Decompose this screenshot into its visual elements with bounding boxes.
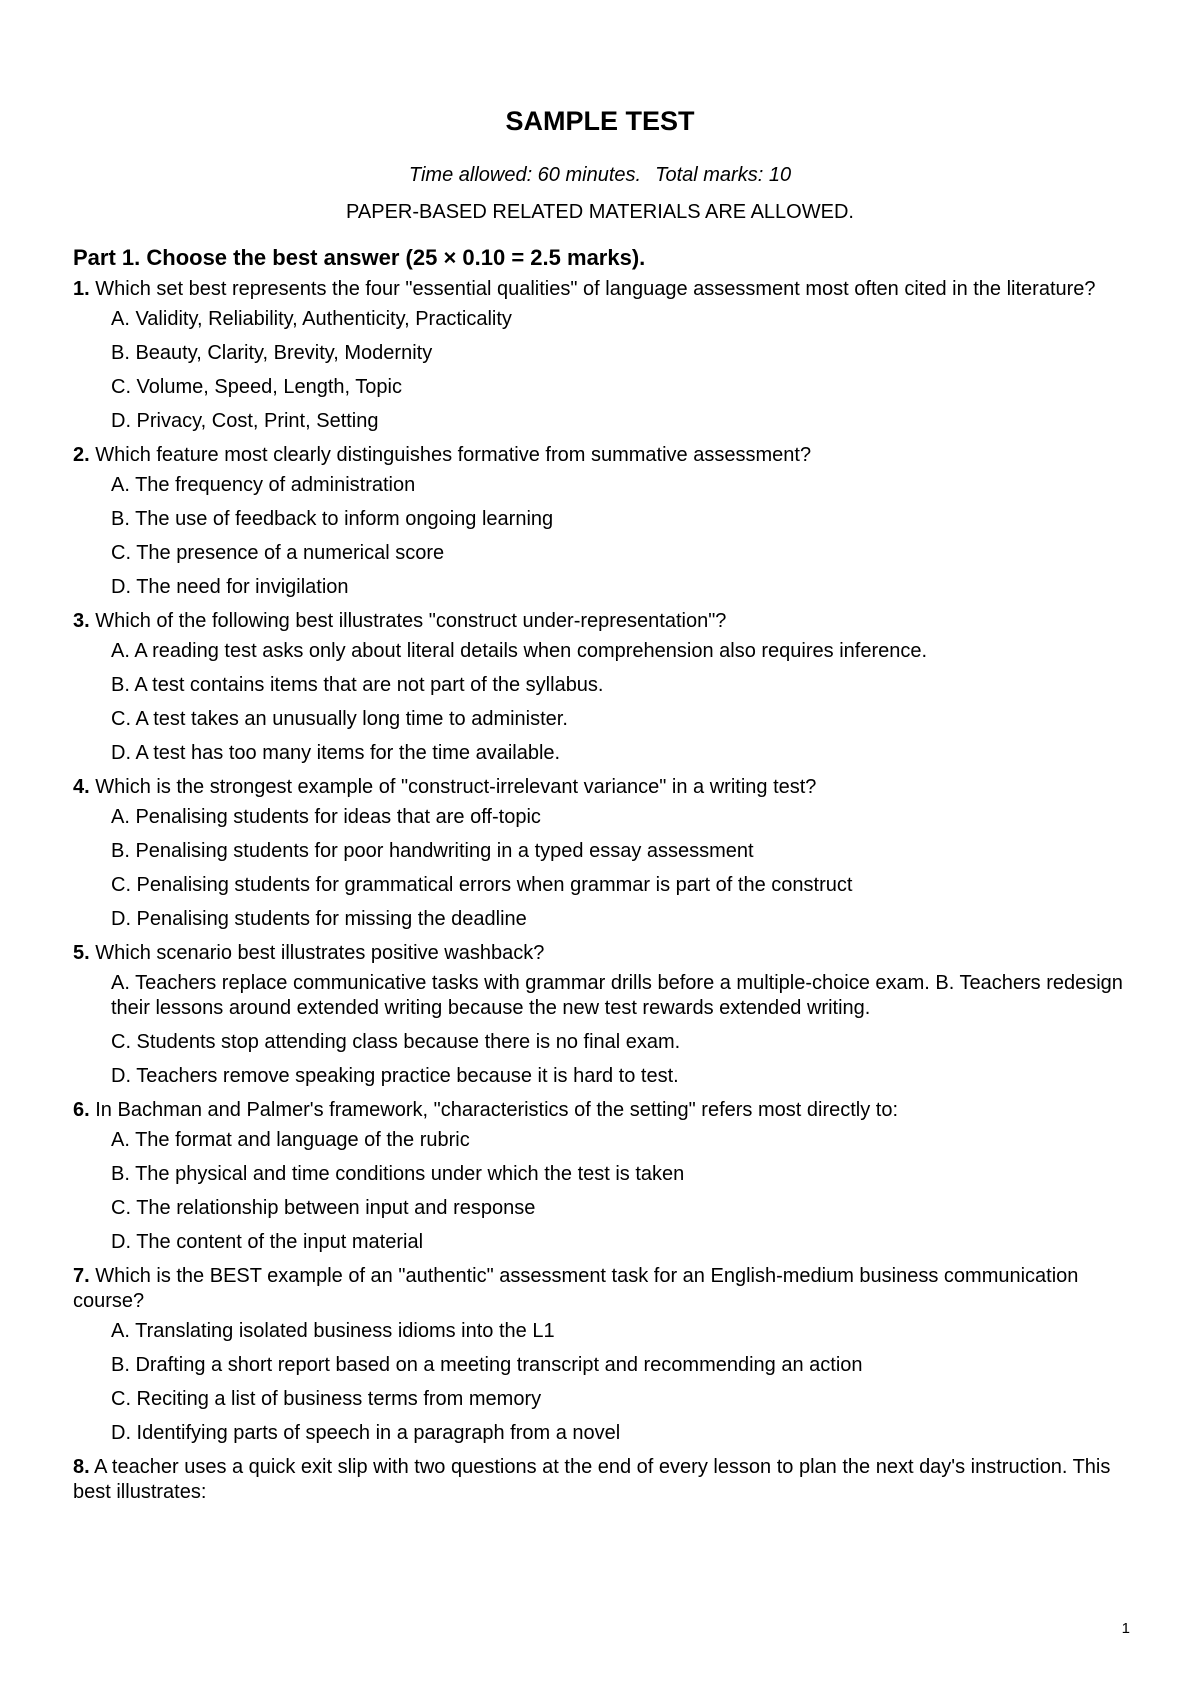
answer-option: D. Identifying parts of speech in a paragraph from a novel bbox=[111, 1422, 621, 1444]
answer-option: C. The relationship between input and response bbox=[111, 1197, 536, 1219]
question-number: 5. bbox=[73, 942, 90, 964]
answer-option: B. The use of feedback to inform ongoing learning bbox=[111, 508, 554, 530]
answer-option: A. Validity, Reliability, Authenticity, Practicality bbox=[111, 308, 512, 330]
question-text: Which is the strongest example of "construct-irrelevant variance" in a writing test? bbox=[95, 776, 817, 798]
answer-option: A. Translating isolated business idioms into the L1 bbox=[111, 1320, 555, 1342]
answer-option: B. Penalising students for poor handwriting in a typed essay assessment bbox=[111, 840, 754, 862]
answer-option: A. The frequency of administration bbox=[111, 474, 416, 496]
question-number: 2. bbox=[73, 444, 90, 466]
answer-option: B. Beauty, Clarity, Brevity, Modernity bbox=[111, 342, 433, 364]
test-title: SAMPLE TEST bbox=[505, 106, 695, 136]
part-1-section bbox=[73, 244, 1123, 1510]
question-number: 8. bbox=[73, 1456, 90, 1478]
question-2 bbox=[73, 443, 1123, 468]
materials-notice: PAPER-BASED RELATED MATERIALS ARE ALLOWED. bbox=[346, 201, 854, 223]
question-text: Which is the BEST example of an "authentic" assessment task for an English-medium business communication course? bbox=[73, 1265, 1079, 1312]
answer-option: D. The need for invigilation bbox=[111, 576, 349, 598]
question-list bbox=[73, 277, 1123, 1505]
question-8 bbox=[73, 1455, 1123, 1505]
answer-option: B. A test contains items that are not part of the syllabus. bbox=[111, 674, 604, 696]
test-subtitle bbox=[0, 162, 1200, 188]
question-text: Which scenario best illustrates positive washback? bbox=[95, 942, 545, 964]
answer-option: A. The format and language of the rubric bbox=[111, 1129, 470, 1151]
question-number: 3. bbox=[73, 610, 90, 632]
question-number: 1. bbox=[73, 278, 90, 300]
question-5 bbox=[73, 941, 1123, 966]
question-7 bbox=[73, 1264, 1123, 1314]
answer-option: B. Drafting a short report based on a meeting transcript and recommending an action bbox=[111, 1354, 863, 1376]
question-number: 7. bbox=[73, 1265, 90, 1287]
question-text: In Bachman and Palmer's framework, "characteristics of the setting" refers most directly to: bbox=[95, 1099, 899, 1121]
answer-option: C. Reciting a list of business terms from memory bbox=[111, 1388, 542, 1410]
time-allowed: Time allowed: 60 minutes. bbox=[408, 164, 642, 186]
question-6 bbox=[73, 1098, 1123, 1123]
question-4 bbox=[73, 775, 1123, 800]
answer-option: C. A test takes an unusually long time to administer. bbox=[111, 708, 568, 730]
question-3 bbox=[73, 609, 1123, 634]
answer-option: D. A test has too many items for the time available. bbox=[111, 742, 561, 764]
answer-option: A. Teachers replace communicative tasks with grammar drills before a multiple-choice exam. B. Teachers redesign their lessons around extended writing because the new test rewards extended writing. bbox=[111, 972, 1123, 1019]
question-text: A teacher uses a quick exit slip with two questions at the end of every lesson to plan the next day's instruction. This best illustrates: bbox=[73, 1456, 1111, 1503]
total-marks: Total marks: 10 bbox=[655, 164, 792, 186]
answer-option: C. Students stop attending class because there is no final exam. bbox=[111, 1031, 681, 1053]
part-1-title: Part 1. Choose the best answer (25 × 0.10 = 2.5 marks). bbox=[73, 245, 646, 270]
answer-option: A. A reading test asks only about literal details when comprehension also requires inference. bbox=[111, 640, 928, 662]
answer-option: C. The presence of a numerical score bbox=[111, 542, 445, 564]
question-text: Which of the following best illustrates "construct under-representation"? bbox=[95, 610, 727, 632]
answer-option: B. The physical and time conditions under which the test is taken bbox=[111, 1163, 685, 1185]
answer-option: C. Penalising students for grammatical errors when grammar is part of the construct bbox=[111, 874, 853, 896]
answer-option: C. Volume, Speed, Length, Topic bbox=[111, 376, 402, 398]
answer-option: D. Teachers remove speaking practice because it is hard to test. bbox=[111, 1065, 679, 1087]
question-text: Which set best represents the four "essential qualities" of language assessment most often cited in the literature? bbox=[95, 278, 1096, 300]
test-header bbox=[0, 104, 1200, 225]
answer-option: D. Privacy, Cost, Print, Setting bbox=[111, 410, 379, 432]
answer-option: A. Penalising students for ideas that are off-topic bbox=[111, 806, 541, 828]
question-number: 4. bbox=[73, 776, 90, 798]
question-number: 6. bbox=[73, 1099, 90, 1121]
question-1 bbox=[73, 277, 1123, 302]
question-text: Which feature most clearly distinguishes formative from summative assessment? bbox=[95, 444, 812, 466]
page-number: 1 bbox=[1121, 1620, 1130, 1637]
answer-option: D. The content of the input material bbox=[111, 1231, 424, 1253]
answer-option: D. Penalising students for missing the deadline bbox=[111, 908, 527, 930]
